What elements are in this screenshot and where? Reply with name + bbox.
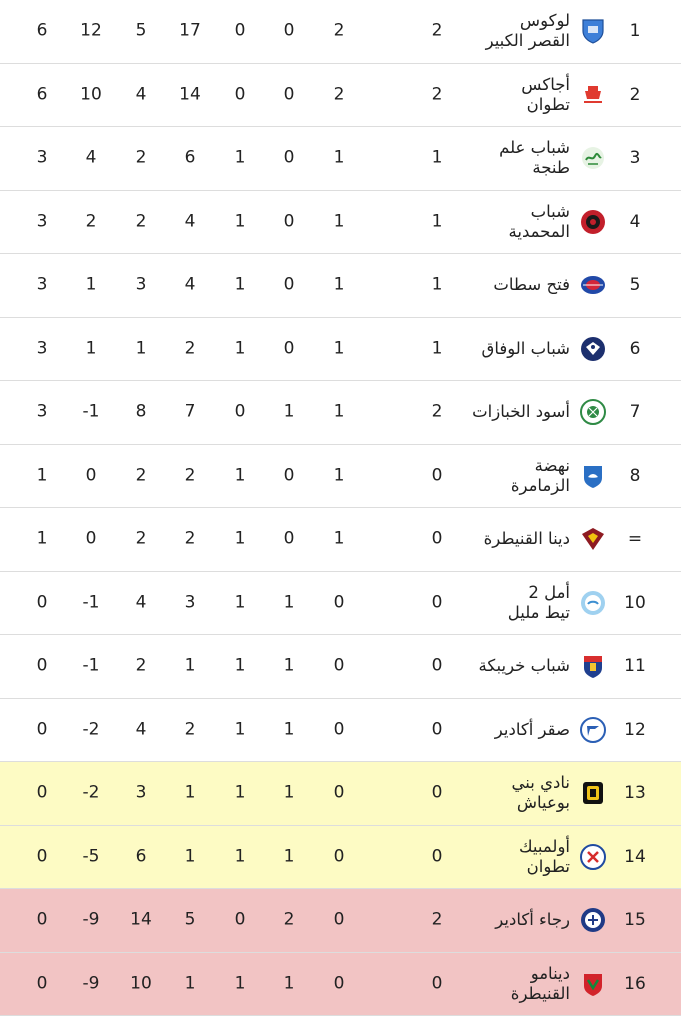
stat-cell-c3: 3: [135, 782, 147, 803]
stat-cell-c6: 0: [283, 147, 295, 168]
stat-cell-c4: 1: [184, 973, 196, 994]
table-row: [0, 699, 681, 763]
stat-cell-c2: -5: [82, 846, 100, 867]
rank-cell: 14: [624, 846, 646, 867]
stat-cell-c8: 2: [431, 20, 443, 41]
stat-cell-c1: 3: [36, 147, 48, 168]
stat-cell-c6: 0: [283, 338, 295, 359]
stat-cell-c6: 0: [283, 20, 295, 41]
stat-cell-c4: 1: [184, 655, 196, 676]
team-name[interactable]: أمل 2 تيط مليل: [507, 582, 570, 622]
stat-cell-c3: 4: [135, 719, 147, 740]
stat-cell-c6: 0: [283, 84, 295, 105]
table-row: [0, 381, 681, 445]
team-name[interactable]: نادي بني بوعياش: [511, 773, 570, 813]
stat-cell-c8: 0: [431, 719, 443, 740]
stat-cell-c4: 1: [184, 782, 196, 803]
stat-cell-c4: 2: [184, 338, 196, 359]
stat-cell-c7: 0: [333, 655, 345, 676]
stat-cell-c2: -1: [82, 655, 100, 676]
stat-cell-c8: 2: [431, 84, 443, 105]
stat-cell-c1: 3: [36, 211, 48, 232]
stat-cell-c2: 1: [85, 338, 97, 359]
stat-cell-c7: 0: [333, 782, 345, 803]
rank-cell: 7: [629, 402, 641, 423]
stat-cell-c5: 1: [234, 211, 246, 232]
red-green-shield-icon: [579, 970, 607, 998]
team-name[interactable]: شباب علم طنجة: [499, 138, 570, 178]
stat-cell-c3: 4: [135, 592, 147, 613]
stat-cell-c4: 14: [179, 84, 201, 105]
stat-cell-c5: 1: [234, 973, 246, 994]
stat-cell-c1: 3: [36, 338, 48, 359]
stat-cell-c2: 0: [85, 528, 97, 549]
team-name[interactable]: شباب خريبكة: [478, 656, 570, 676]
team-name[interactable]: صقر أكادير: [494, 719, 570, 739]
team-name[interactable]: شباب المحمدية: [508, 201, 570, 241]
shield-blue-icon: [579, 17, 607, 45]
stat-cell-c4: 2: [184, 719, 196, 740]
stat-cell-c1: 0: [36, 655, 48, 676]
stat-cell-c2: -1: [82, 592, 100, 613]
stat-cell-c3: 5: [135, 20, 147, 41]
blue-bird-icon: [579, 462, 607, 490]
stat-cell-c4: 3: [184, 592, 196, 613]
stat-cell-c5: 0: [234, 20, 246, 41]
stat-cell-c4: 1: [184, 846, 196, 867]
team-name[interactable]: لوكوس القصر الكبير: [485, 11, 570, 51]
stat-cell-c5: 1: [234, 719, 246, 740]
rank-cell: 4: [629, 211, 641, 232]
table-row: [0, 64, 681, 128]
stat-cell-c3: 14: [130, 909, 152, 930]
red-white-blue-icon: [579, 843, 607, 871]
stat-cell-c2: 4: [85, 147, 97, 168]
stat-cell-c5: 1: [234, 147, 246, 168]
stat-cell-c6: 1: [283, 655, 295, 676]
stat-cell-c2: 12: [80, 20, 102, 41]
team-name[interactable]: نهضة الزمامرة: [510, 455, 570, 495]
stat-cell-c8: 0: [431, 846, 443, 867]
table-row: [0, 254, 681, 318]
green-script-icon: [579, 144, 607, 172]
stat-cell-c5: 1: [234, 592, 246, 613]
stat-cell-c1: 6: [36, 84, 48, 105]
table-row: [0, 889, 681, 953]
rank-cell: 2: [629, 84, 641, 105]
table-row: [0, 445, 681, 509]
stat-cell-c1: 0: [36, 909, 48, 930]
stat-cell-c7: 0: [333, 592, 345, 613]
team-name[interactable]: فتح سطات: [493, 275, 570, 295]
stat-cell-c4: 2: [184, 528, 196, 549]
team-name[interactable]: دينا القنيطرة: [483, 529, 570, 549]
stat-cell-c3: 2: [135, 465, 147, 486]
table-row: [0, 508, 681, 572]
rank-cell: 15: [624, 910, 646, 931]
stat-cell-c1: 1: [36, 528, 48, 549]
stat-cell-c1: 0: [36, 782, 48, 803]
stat-cell-c4: 4: [184, 274, 196, 295]
stat-cell-c2: 10: [80, 84, 102, 105]
table-row: [0, 191, 681, 255]
stat-cell-c8: 0: [431, 528, 443, 549]
blue-falcon-icon: [579, 716, 607, 744]
stat-cell-c7: 1: [333, 465, 345, 486]
stat-cell-c8: 1: [431, 274, 443, 295]
stat-cell-c6: 0: [283, 211, 295, 232]
table-row: [0, 953, 681, 1017]
green-lion-icon: [579, 398, 607, 426]
stat-cell-c5: 1: [234, 655, 246, 676]
stat-cell-c5: 1: [234, 338, 246, 359]
stat-cell-c7: 0: [333, 973, 345, 994]
stat-cell-c2: -2: [82, 782, 100, 803]
table-row: [0, 762, 681, 826]
stat-cell-c1: 3: [36, 401, 48, 422]
rank-cell: 1: [629, 21, 641, 42]
stat-cell-c6: 0: [283, 528, 295, 549]
stat-cell-c3: 2: [135, 528, 147, 549]
stat-cell-c2: 0: [85, 465, 97, 486]
stat-cell-c3: 2: [135, 211, 147, 232]
stat-cell-c3: 3: [135, 274, 147, 295]
team-name[interactable]: دينامو القنيطرة: [510, 963, 570, 1003]
stat-cell-c7: 1: [333, 338, 345, 359]
stat-cell-c5: 1: [234, 274, 246, 295]
stat-cell-c6: 2: [283, 909, 295, 930]
stat-cell-c7: 0: [333, 909, 345, 930]
stat-cell-c6: 1: [283, 973, 295, 994]
stat-cell-c4: 5: [184, 909, 196, 930]
stat-cell-c8: 0: [431, 782, 443, 803]
stat-cell-c1: 0: [36, 719, 48, 740]
stat-cell-c1: 0: [36, 846, 48, 867]
table-row: [0, 0, 681, 64]
rank-cell: 12: [624, 719, 646, 740]
red-blue-shield-icon: [579, 652, 607, 680]
stat-cell-c7: 1: [333, 147, 345, 168]
stat-cell-c8: 2: [431, 909, 443, 930]
stat-cell-c8: 0: [431, 465, 443, 486]
team-name[interactable]: رجاء أكادير: [495, 910, 570, 930]
stat-cell-c3: 6: [135, 846, 147, 867]
stat-cell-c1: 6: [36, 20, 48, 41]
table-row: [0, 318, 681, 382]
stat-cell-c6: 1: [283, 846, 295, 867]
stat-cell-c1: 3: [36, 274, 48, 295]
stat-cell-c5: 1: [234, 465, 246, 486]
ajax-red-icon: [579, 81, 607, 109]
stat-cell-c3: 1: [135, 338, 147, 359]
stat-cell-c5: 1: [234, 846, 246, 867]
stat-cell-c3: 8: [135, 401, 147, 422]
stat-cell-c5: 0: [234, 401, 246, 422]
rank-cell: 11: [624, 656, 646, 677]
team-name[interactable]: شباب الوفاق: [481, 338, 570, 358]
stat-cell-c7: 1: [333, 528, 345, 549]
rank-cell: =: [627, 529, 643, 550]
navy-badge-icon: [579, 906, 607, 934]
table-row: [0, 635, 681, 699]
table-row: [0, 127, 681, 191]
rank-cell: 10: [624, 592, 646, 613]
stat-cell-c6: 1: [283, 719, 295, 740]
navy-eagle-icon: [579, 335, 607, 363]
stat-cell-c4: 4: [184, 211, 196, 232]
stat-cell-c2: 1: [85, 274, 97, 295]
table-row: [0, 826, 681, 890]
stat-cell-c6: 0: [283, 465, 295, 486]
blue-red-crest-icon: [579, 271, 607, 299]
stat-cell-c7: 1: [333, 401, 345, 422]
stat-cell-c3: 2: [135, 147, 147, 168]
stat-cell-c2: 2: [85, 211, 97, 232]
stat-cell-c4: 2: [184, 465, 196, 486]
stat-cell-c8: 1: [431, 211, 443, 232]
stat-cell-c1: 0: [36, 592, 48, 613]
black-gold-crest-icon: [579, 779, 607, 807]
stat-cell-c4: 6: [184, 147, 196, 168]
team-name[interactable]: أسود الخبازات: [472, 402, 570, 422]
rank-cell: 6: [629, 338, 641, 359]
stat-cell-c5: 0: [234, 84, 246, 105]
rank-cell: 3: [629, 148, 641, 169]
stat-cell-c2: -1: [82, 401, 100, 422]
rank-cell: 13: [624, 783, 646, 804]
stat-cell-c7: 2: [333, 20, 345, 41]
stat-cell-c5: 0: [234, 909, 246, 930]
rank-cell: 16: [624, 973, 646, 994]
rank-cell: 8: [629, 465, 641, 486]
stat-cell-c4: 17: [179, 20, 201, 41]
stat-cell-c6: 1: [283, 782, 295, 803]
light-blue-circle-icon: [579, 589, 607, 617]
dark-red-shield-icon: [579, 525, 607, 553]
rank-cell: 5: [629, 275, 641, 296]
stat-cell-c3: 2: [135, 655, 147, 676]
stat-cell-c2: -9: [82, 909, 100, 930]
team-name[interactable]: أجاكس تطوان: [521, 74, 570, 114]
stat-cell-c8: 2: [431, 401, 443, 422]
stat-cell-c7: 2: [333, 84, 345, 105]
stat-cell-c7: 0: [333, 846, 345, 867]
team-name[interactable]: أولمبيك تطوان: [519, 836, 570, 876]
table-row: [0, 572, 681, 636]
stat-cell-c3: 10: [130, 973, 152, 994]
stat-cell-c5: 1: [234, 782, 246, 803]
stat-cell-c8: 0: [431, 655, 443, 676]
stat-cell-c3: 4: [135, 84, 147, 105]
stat-cell-c4: 7: [184, 401, 196, 422]
stat-cell-c1: 0: [36, 973, 48, 994]
stat-cell-c8: 0: [431, 973, 443, 994]
stat-cell-c1: 1: [36, 465, 48, 486]
stat-cell-c7: 1: [333, 274, 345, 295]
stat-cell-c7: 1: [333, 211, 345, 232]
stat-cell-c8: 1: [431, 147, 443, 168]
stat-cell-c6: 1: [283, 592, 295, 613]
stat-cell-c6: 0: [283, 274, 295, 295]
stat-cell-c2: -9: [82, 973, 100, 994]
stat-cell-c8: 1: [431, 338, 443, 359]
stat-cell-c2: -2: [82, 719, 100, 740]
red-black-circle-icon: [579, 208, 607, 236]
stat-cell-c7: 0: [333, 719, 345, 740]
stat-cell-c5: 1: [234, 528, 246, 549]
stat-cell-c6: 1: [283, 401, 295, 422]
stat-cell-c8: 0: [431, 592, 443, 613]
